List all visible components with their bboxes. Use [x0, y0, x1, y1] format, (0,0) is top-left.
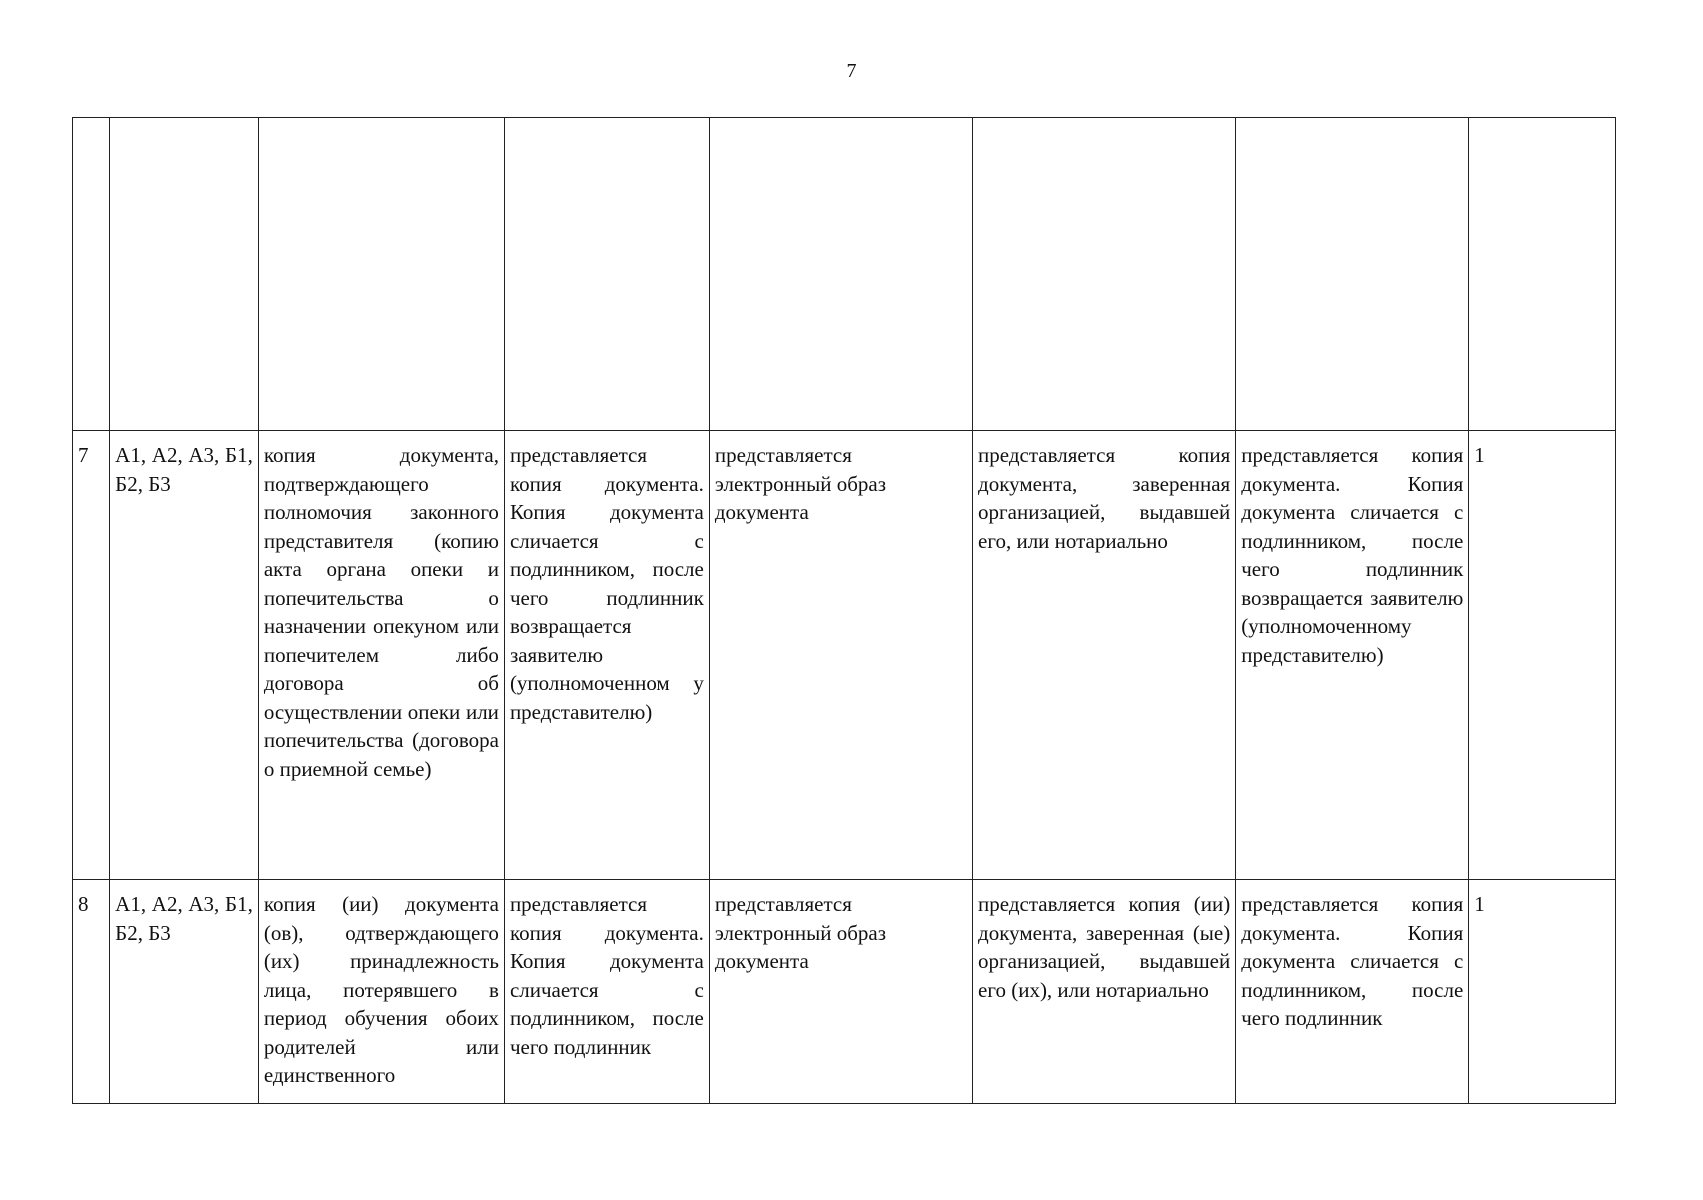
- table-cell: [110, 118, 259, 431]
- row-number: 7: [73, 431, 110, 880]
- table-row: [73, 431, 1616, 880]
- postal-submission: представляется копия (ии) документа, заверенная (ые) организацией, выдавшей его (их), или нотариально: [973, 880, 1236, 1104]
- quantity: 1: [1469, 431, 1616, 880]
- personal-submission: представляется копия документа. Копия документа сличается с подлинником, после чего подлинник возвращается заявителю (уполномоченном у представителю): [504, 431, 709, 880]
- table-cell: [1236, 118, 1469, 431]
- electronic-submission: представляется электронный образ документа: [709, 431, 972, 880]
- applicant-categories: А1, А2, А3, Б1, Б2, Б3: [110, 431, 259, 880]
- postal-submission: представляется копия документа, заверенная организацией, выдавшей его, или нотариально: [973, 431, 1236, 880]
- personal-submission: представляется копия документа. Копия документа сличается с подлинником, после чего подлинник: [504, 880, 709, 1104]
- table-cell: [709, 118, 972, 431]
- quantity: 1: [1469, 880, 1616, 1104]
- documents-table: [72, 117, 1616, 1104]
- continued-row: [73, 118, 1616, 431]
- document-name: копия (ии) документа (ов), одтверждающего (их) принадлежность лица, потерявшего в период обучения обоих родителей или единственного: [258, 880, 504, 1104]
- mfc-submission: представляется копия документа. Копия документа сличается с подлинником, после чего подлинник: [1236, 880, 1469, 1104]
- table-row: [73, 880, 1616, 1104]
- table-cell: [1469, 118, 1616, 431]
- document-name: копия документа, подтверждающего полномочия законного представителя (копию акта органа опеки и попечительства о назначении опекуном или попечителем либо договора об осуществлении опеки или попечительства (договора о приемной семье): [258, 431, 504, 880]
- row-number: 8: [73, 880, 110, 1104]
- table-cell: [258, 118, 504, 431]
- table-cell: [504, 118, 709, 431]
- table-cell: [973, 118, 1236, 431]
- table-cell: [73, 118, 110, 431]
- electronic-submission: представляется электронный образ документа: [709, 880, 972, 1104]
- mfc-submission: представляется копия документа. Копия документа сличается с подлинником, после чего подлинник возвращается заявителю (уполномоченному представителю): [1236, 431, 1469, 880]
- applicant-categories: А1, А2, А3, Б1, Б2, Б3: [110, 880, 259, 1104]
- page-number: 7: [846, 60, 857, 82]
